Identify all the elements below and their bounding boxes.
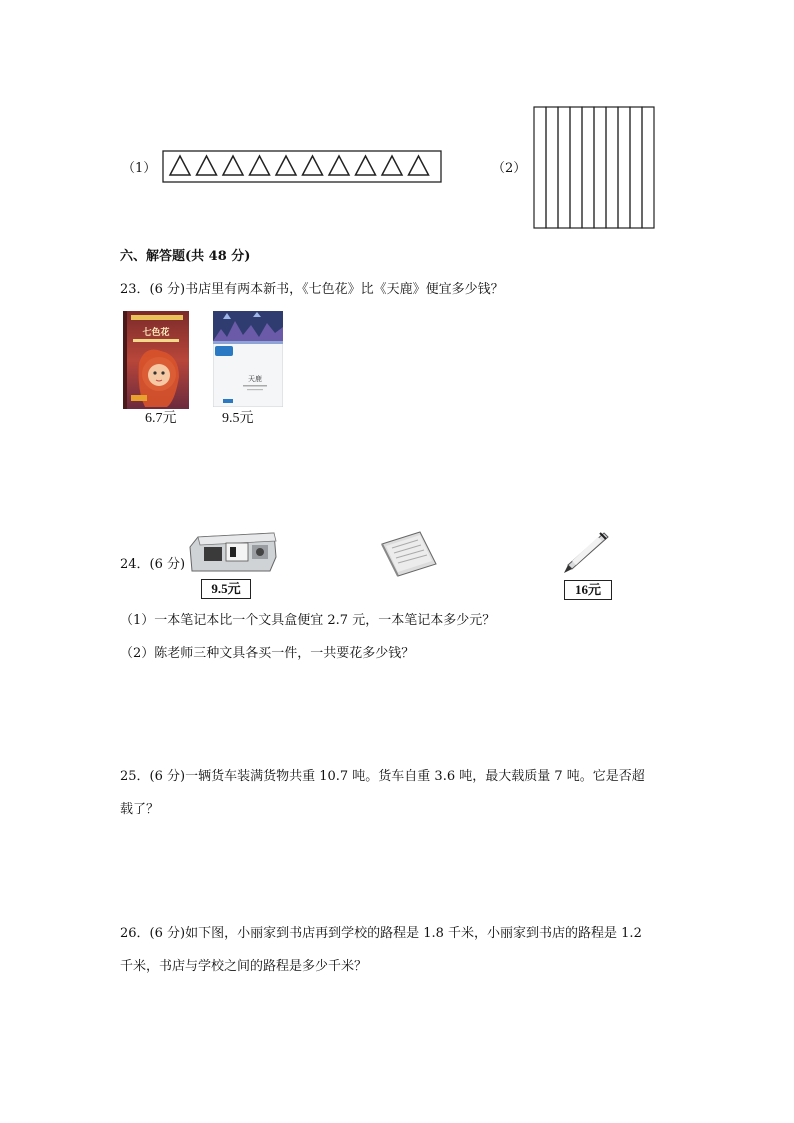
triangle-shape: [303, 156, 323, 175]
question-25-line2: 载了？: [120, 802, 160, 817]
bar-strip: [606, 107, 618, 228]
pencil-case-image: [186, 527, 278, 575]
bar-strip: [546, 107, 558, 228]
triangle-shape: [329, 156, 349, 175]
figure2-label: （2）: [492, 161, 527, 176]
bar-strip: [534, 107, 546, 228]
triangle-shape: [409, 156, 429, 175]
book2-cover-title: 天鹿: [248, 375, 262, 383]
question-24-sub1: （1）一本笔记本比一个文具盒便宜 2.7 元，一本笔记本多少元？: [120, 613, 496, 628]
triangle-shape: [276, 156, 296, 175]
triangle-shape: [250, 156, 270, 175]
bar-strip: [618, 107, 630, 228]
book2-price: 9.5元: [222, 411, 254, 426]
bar-strip: [582, 107, 594, 228]
figure1-label: （1）: [122, 161, 157, 176]
bar-strip: [558, 107, 570, 228]
figure1-triangles-strip: [162, 150, 444, 184]
triangle-shape: [170, 156, 190, 175]
pen-price-tag: 16元: [564, 580, 612, 600]
question-25-line1: 25．(6 分)一辆货车装满货物共重 10.7 吨。货车自重 3.6 吨，最大载质量 7 吨。它是否超: [120, 769, 645, 784]
question-26-line1: 26．(6 分)如下图，小丽家到书店再到学校的路程是 1.8 千米，小丽家到书店的路程是 1.2: [120, 926, 642, 941]
bar-strip: [594, 107, 606, 228]
book1-price: 6.7元: [145, 411, 177, 426]
book1-cover-title: 七色花: [142, 328, 170, 338]
question-24-stem: 24．(6 分): [120, 557, 186, 572]
question-26-line2: 千米，书店与学校之间的路程是多少千米？: [120, 959, 368, 974]
pencil-case-price-tag: 9.5元: [201, 579, 251, 599]
bar-strip: [630, 107, 642, 228]
bar-strip: [642, 107, 654, 228]
question-23-text: 23．(6 分)书店里有两本新书，《七色花》比《天鹿》便宜多少钱？: [120, 282, 504, 297]
question-24-sub2: （2）陈老师三种文具各买一件，一共要花多少钱？: [120, 646, 415, 661]
triangle-shape: [223, 156, 243, 175]
triangle-shape: [197, 156, 217, 175]
triangle-shape: [356, 156, 376, 175]
book-cover-tianlu: [213, 311, 283, 407]
figure2-bars-grid: [533, 106, 657, 230]
pen-image: [562, 529, 610, 575]
book-cover-qisehua: [123, 311, 189, 409]
section-heading: 六、解答题(共 48 分): [120, 249, 251, 264]
notebook-image: [380, 530, 438, 578]
bar-strip: [570, 107, 582, 228]
triangle-shape: [382, 156, 402, 175]
